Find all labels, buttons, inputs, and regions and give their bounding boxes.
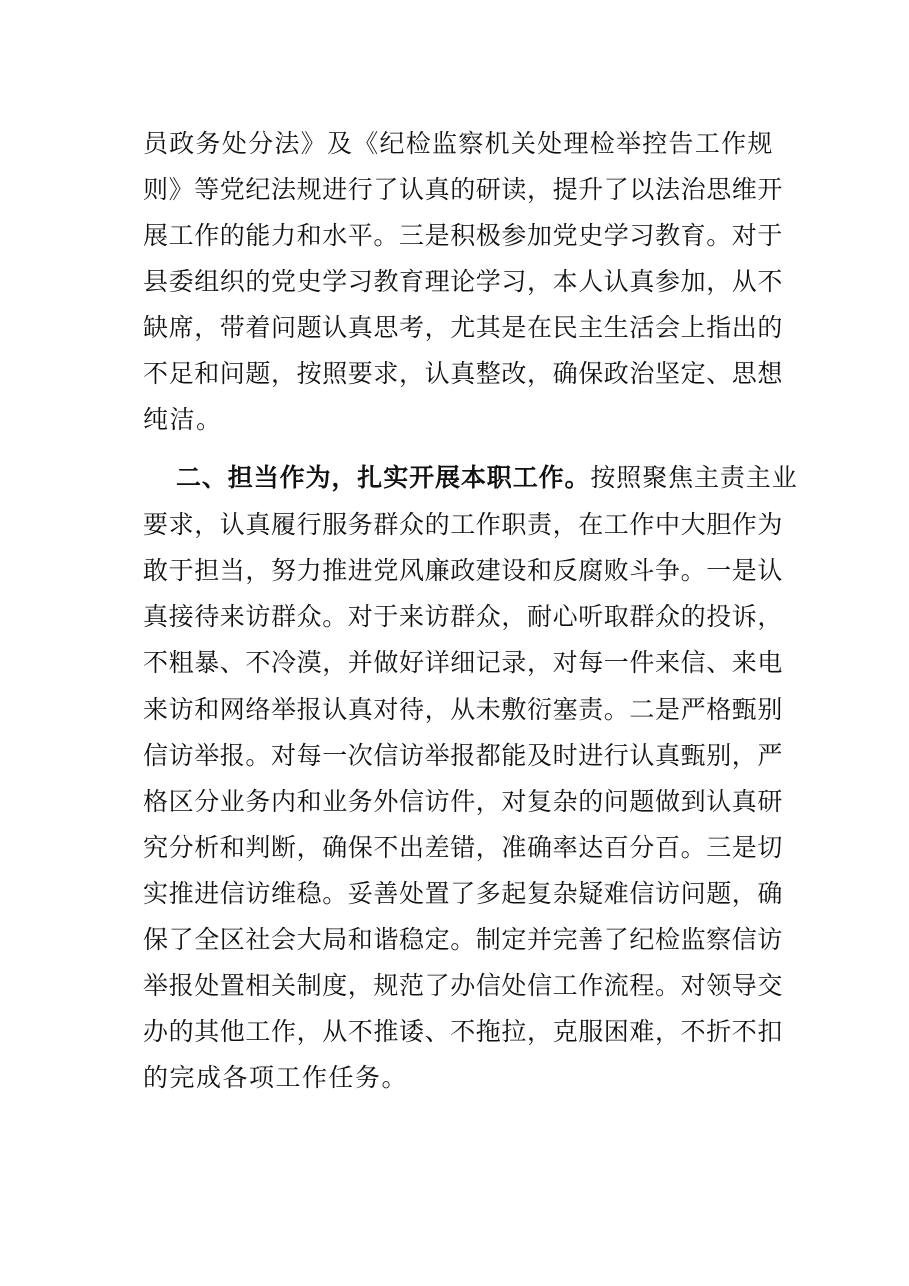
paragraph-line: 究分析和判断，确保不出差错，准确率达百分百。三是切 (143, 833, 784, 862)
paragraph-line: 格区分业务内和业务外信访件，对复杂的问题做到认真研 (143, 787, 784, 816)
paragraph-line: 展工作的能力和水平。三是积极参加党史学习教育。对于 (143, 221, 784, 250)
paragraph-line: 县委组织的党史学习教育理论学习，本人认真参加，从不 (143, 267, 784, 296)
paragraph-line: 员政务处分法》及《纪检监察机关处理检举控告工作规 (143, 129, 773, 158)
paragraph-line: 不足和问题，按照要求，认真整改，确保政治坚定、思想 (143, 359, 784, 388)
paragraph-line: 真接待来访群众。对于来访群众，耐心听取群众的投诉， (143, 602, 784, 631)
paragraph-line: 办的其他工作，从不推诿、不拖拉，克服困难，不折不扣 (143, 1017, 784, 1046)
paragraph-line: 则》等党纪法规进行了认真的研读，提升了以法治思维开 (143, 175, 784, 204)
paragraph-line: 纯洁。 (143, 405, 223, 434)
paragraph-line: 的完成各项工作任务。 (143, 1063, 409, 1092)
paragraph-line: 实推进信访维稳。妥善处置了多起复杂疑难信访问题，确 (143, 879, 784, 908)
paragraph-line: 信访举报。对每一次信访举报都能及时进行认真甄别，严 (143, 741, 784, 770)
paragraph-line: 不粗暴、不冷漠，并做好详细记录，对每一件来信、来电 (143, 648, 784, 677)
paragraph-line: 要求，认真履行服务群众的工作职责，在工作中大胆作为 (143, 510, 784, 539)
paragraph-line: 保了全区社会大局和谐稳定。制定并完善了纪检监察信访 (143, 925, 784, 954)
section-heading: 二、担当作为，扎实开展本职工作。 (176, 463, 591, 492)
heading-line-rest: 按照聚焦主责主业 (590, 463, 798, 492)
section-heading-line (176, 456, 798, 500)
paragraph-line: 举报处置相关制度，规范了办信处信工作流程。对领导交 (143, 971, 784, 1000)
paragraph-line: 缺席，带着问题认真思考，尤其是在民主生活会上指出的 (143, 313, 784, 342)
paragraph-line: 来访和网络举报认真对待，从未敷衍塞责。二是严格甄别 (143, 695, 784, 724)
paragraph-line: 敢于担当，努力推进党风廉政建设和反腐败斗争。一是认 (143, 556, 784, 585)
